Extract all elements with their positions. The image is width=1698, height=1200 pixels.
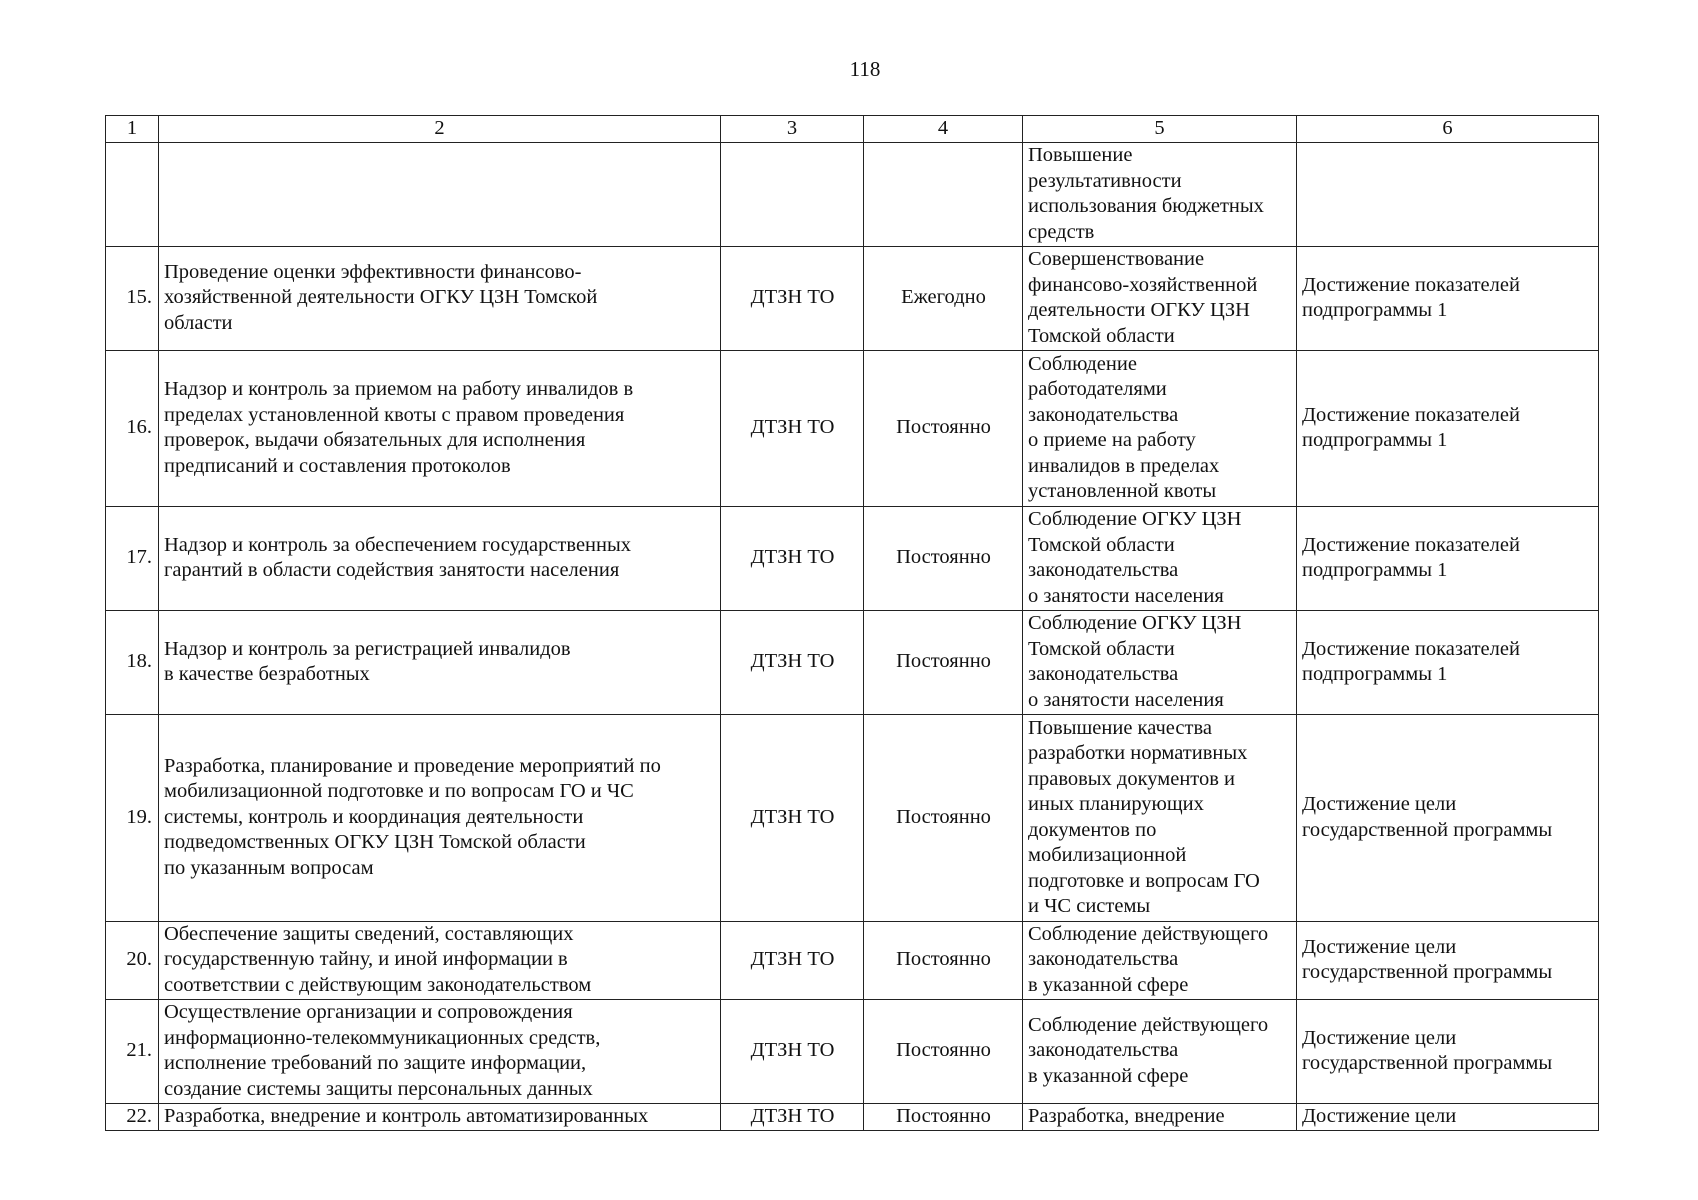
- executor-cell: ДТЗН ТО: [721, 714, 864, 921]
- column-header: 1: [106, 116, 159, 143]
- row-number: 22.: [106, 1103, 159, 1130]
- executor-cell: ДТЗН ТО: [721, 246, 864, 350]
- result-cell: Разработка, внедрение: [1023, 1103, 1297, 1130]
- period-cell: Постоянно: [864, 714, 1023, 921]
- period-cell: Постоянно: [864, 610, 1023, 714]
- table-row: [106, 350, 1599, 506]
- measure-cell: Надзор и контроль за обеспечением государственных гарантий в области содействия занятости населения: [159, 506, 721, 610]
- result-cell: Соблюдение действующего законодательства в указанной сфере: [1023, 921, 1297, 999]
- executor-cell: ДТЗН ТО: [721, 506, 864, 610]
- link-cell: Достижение показателей подпрограммы 1: [1297, 610, 1599, 714]
- executor-cell: ДТЗН ТО: [721, 610, 864, 714]
- measure-cell: Надзор и контроль за приемом на работу инвалидов в пределах установленной квоты с правом проведения проверок, выдачи обязательных для исполнения предписаний и составления протоколов: [159, 350, 721, 506]
- measure-cell: Обеспечение защиты сведений, составляющих государственную тайну, и иной информации в соответствии с действующим законодательством: [159, 921, 721, 999]
- period-cell: Постоянно: [864, 1103, 1023, 1130]
- result-cell: Соблюдение ОГКУ ЦЗН Томской области законодательства о занятости населения: [1023, 506, 1297, 610]
- link-cell: Достижение цели государственной программы: [1297, 999, 1599, 1103]
- result-cell: Повышение результативности использования бюджетных средств: [1023, 142, 1297, 246]
- link-cell: Достижение показателей подпрограммы 1: [1297, 350, 1599, 506]
- table-row: [106, 506, 1599, 610]
- row-number: 18.: [106, 610, 159, 714]
- period-cell: Постоянно: [864, 506, 1023, 610]
- period-cell: Постоянно: [864, 921, 1023, 999]
- executor-cell: ДТЗН ТО: [721, 1103, 864, 1130]
- measure-cell: Осуществление организации и сопровождения информационно-телекоммуникационных средств, исполнение требований по защите информации, создание системы защиты персональных данных: [159, 999, 721, 1103]
- row-number: 20.: [106, 921, 159, 999]
- page-number: 118: [849, 57, 881, 81]
- link-cell: [1297, 142, 1599, 246]
- row-number: [106, 142, 159, 246]
- column-header: 4: [864, 116, 1023, 143]
- column-header: 2: [159, 116, 721, 143]
- link-cell: Достижение показателей подпрограммы 1: [1297, 246, 1599, 350]
- executor-cell: ДТЗН ТО: [721, 999, 864, 1103]
- result-cell: Соблюдение ОГКУ ЦЗН Томской области законодательства о занятости населения: [1023, 610, 1297, 714]
- period-cell: Постоянно: [864, 999, 1023, 1103]
- link-cell: Достижение цели государственной программы: [1297, 714, 1599, 921]
- row-number: 21.: [106, 999, 159, 1103]
- table-row: [106, 142, 1599, 246]
- row-number: 17.: [106, 506, 159, 610]
- result-cell: Совершенствование финансово-хозяйственной деятельности ОГКУ ЦЗН Томской области: [1023, 246, 1297, 350]
- table-row: [106, 921, 1599, 999]
- table-row: [106, 1103, 1599, 1130]
- executor-cell: [721, 142, 864, 246]
- link-cell: Достижение цели: [1297, 1103, 1599, 1130]
- result-cell: Соблюдение действующего законодательства в указанной сфере: [1023, 999, 1297, 1103]
- measure-cell: Разработка, планирование и проведение мероприятий по мобилизационной подготовке и по вопросам ГО и ЧС системы, контроль и координация деятельности подведомственных ОГКУ ЦЗН Томской области по указанным вопросам: [159, 714, 721, 921]
- executor-cell: ДТЗН ТО: [721, 350, 864, 506]
- table-row: [106, 714, 1599, 921]
- measure-cell: Надзор и контроль за регистрацией инвалидов в качестве безработных: [159, 610, 721, 714]
- link-cell: Достижение показателей подпрограммы 1: [1297, 506, 1599, 610]
- result-cell: Соблюдение работодателями законодательства о приеме на работу инвалидов в пределах установленной квоты: [1023, 350, 1297, 506]
- measure-cell: [159, 142, 721, 246]
- row-number: 15.: [106, 246, 159, 350]
- period-cell: Постоянно: [864, 350, 1023, 506]
- row-number: 16.: [106, 350, 159, 506]
- measure-cell: Проведение оценки эффективности финансово- хозяйственной деятельности ОГКУ ЦЗН Томской области: [159, 246, 721, 350]
- table-header-row: [106, 116, 1599, 143]
- column-header: 6: [1297, 116, 1599, 143]
- period-cell: Ежегодно: [864, 246, 1023, 350]
- link-cell: Достижение цели государственной программы: [1297, 921, 1599, 999]
- column-header: 3: [721, 116, 864, 143]
- row-number: 19.: [106, 714, 159, 921]
- period-cell: [864, 142, 1023, 246]
- table-row: [106, 999, 1599, 1103]
- measure-cell: Разработка, внедрение и контроль автоматизированных: [159, 1103, 721, 1130]
- executor-cell: ДТЗН ТО: [721, 921, 864, 999]
- measures-table: [105, 115, 1599, 1131]
- result-cell: Повышение качества разработки нормативных правовых документов и иных планирующих документов по мобилизационной подготовке и вопросам ГО и ЧС системы: [1023, 714, 1297, 921]
- table-row: [106, 246, 1599, 350]
- table-row: [106, 610, 1599, 714]
- column-header: 5: [1023, 116, 1297, 143]
